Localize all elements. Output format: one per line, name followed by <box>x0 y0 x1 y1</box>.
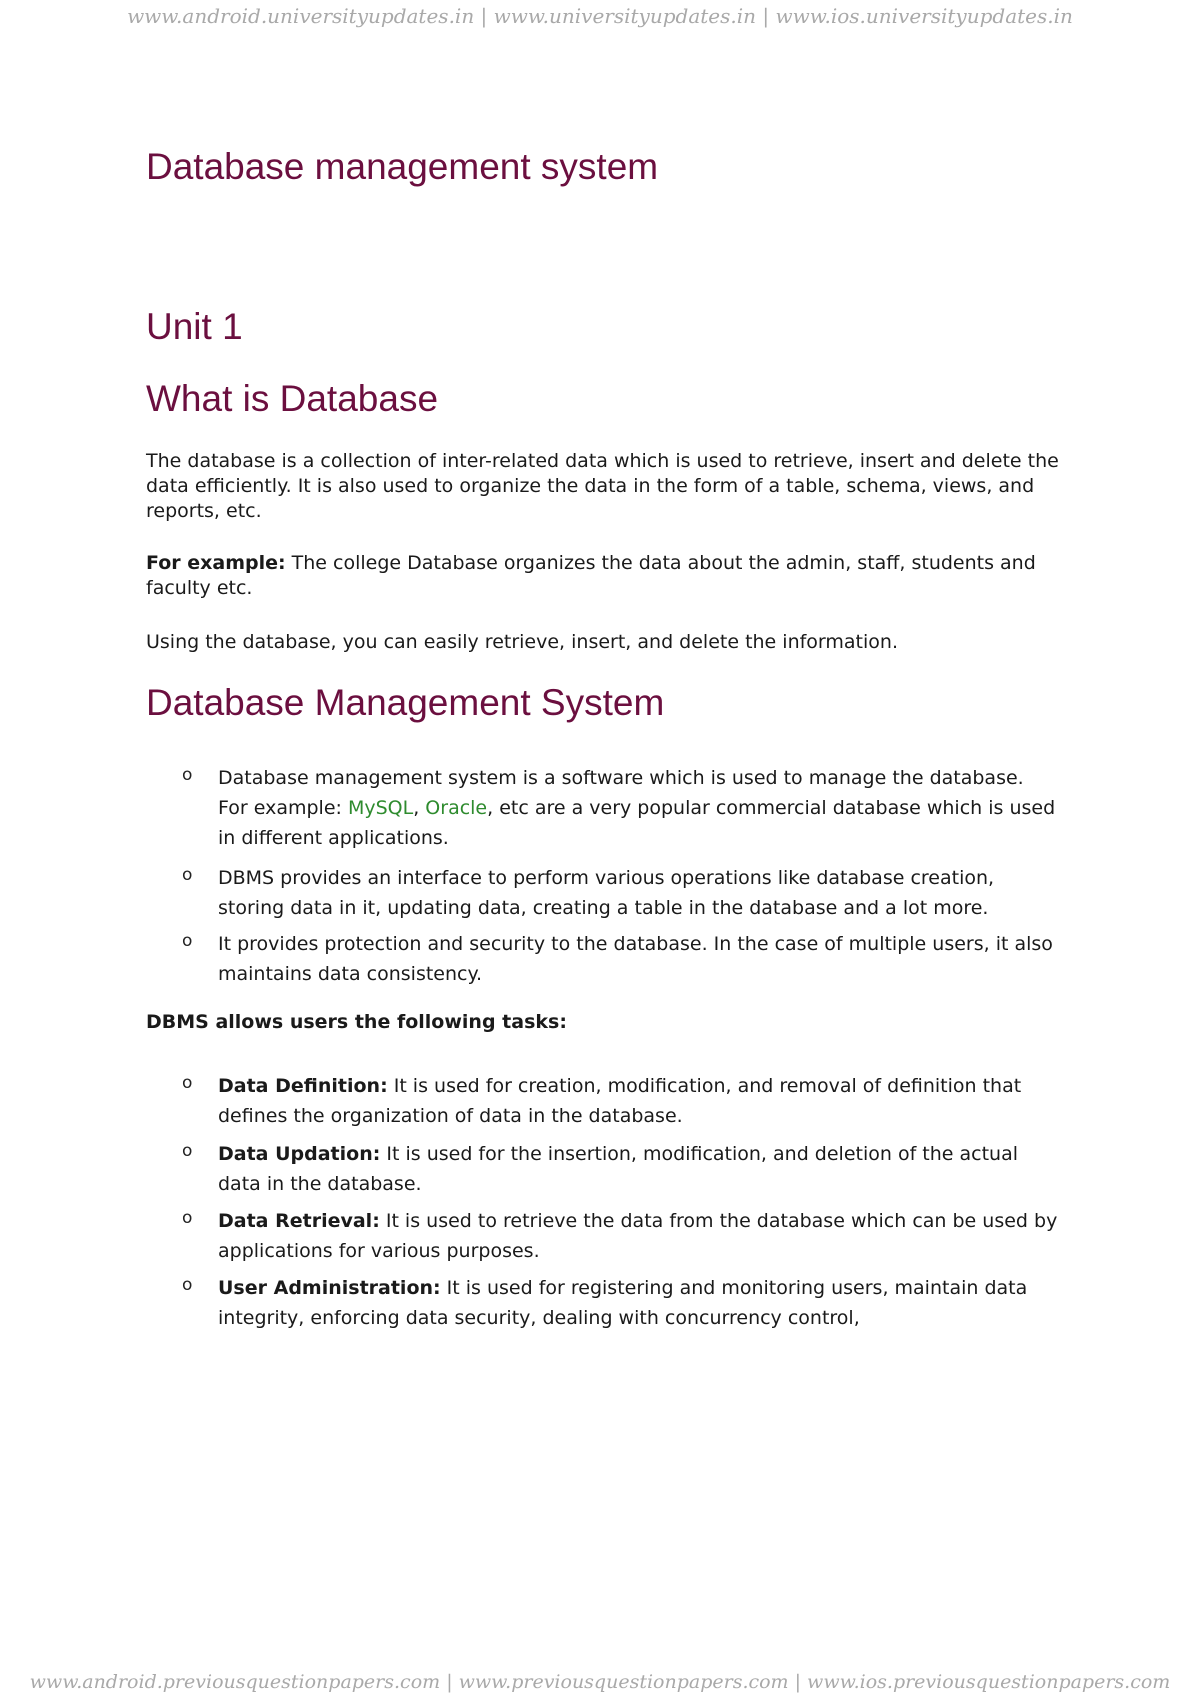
document-title: Database management system <box>146 146 659 187</box>
task-label: Data Updation: <box>218 1143 381 1165</box>
mysql-link[interactable]: MySQL <box>347 797 414 819</box>
example-label: For example: <box>146 552 286 574</box>
list-item-text <box>218 1273 1058 1333</box>
bullet-text-part: , etc are a very popular commercial database which is used in different applications. <box>218 797 1056 849</box>
bullet-marker: o <box>182 1073 193 1093</box>
separator: , <box>413 797 426 819</box>
bullet-marker: o <box>182 1141 193 1161</box>
oracle-link[interactable]: Oracle <box>425 797 488 819</box>
section-heading-dbms: Database Management System <box>146 682 665 723</box>
task-text: It is used to retrieve the data from the database which can be used by applications for various purposes. <box>218 1210 1058 1262</box>
footer-watermark: www.android.previousquestionpapers.com | www.previousquestionpapers.com | www.ios.previousquestionpapers.com <box>29 1671 1171 1693</box>
bullet-marker: o <box>182 931 193 951</box>
task-text: It is used for registering and monitoring users, maintain data integrity, enforcing data security, dealing with concurrency control, <box>218 1277 1028 1329</box>
bullet-marker: o <box>182 1275 193 1295</box>
list-item-text <box>218 1139 1058 1199</box>
list-item-text: It provides protection and security to the database. In the case of multiple users, it also maintains data consistency. <box>218 933 1053 985</box>
tasks-heading: DBMS allows users the following tasks: <box>146 1011 567 1033</box>
task-text: It is used for creation, modification, and removal of definition that defines the organization of data in the database. <box>218 1075 1022 1127</box>
header-watermark: www.android.universityupdates.in | www.universityupdates.in | www.ios.universityupdates.in <box>127 4 1073 28</box>
example-text: The college Database organizes the data about the admin, staff, students and faculty etc. <box>146 552 1036 599</box>
task-label: Data Definition: <box>218 1075 388 1097</box>
list-item-text <box>218 763 1058 853</box>
task-label: Data Retrieval: <box>218 1210 380 1232</box>
list-item-text: DBMS provides an interface to perform various operations like database creation, storing data in it, updating data, creating a table in the database and a lot more. <box>218 867 995 919</box>
list-item-text <box>218 1206 1058 1266</box>
bullet-text-part: Database management system is a software which is used to manage the database. For example: <box>218 767 1024 819</box>
task-label: User Administration: <box>218 1277 441 1299</box>
list-item-text <box>218 1071 1058 1131</box>
example-paragraph <box>146 551 1066 601</box>
bullet-marker: o <box>182 1208 193 1228</box>
section-heading-what-is-database: What is Database <box>146 378 439 419</box>
bullet-marker: o <box>182 765 193 785</box>
unit-heading: Unit 1 <box>146 306 243 347</box>
database-definition-paragraph: The database is a collection of inter-related data which is used to retrieve, insert and delete the data efficiently. It is also used to organize the data in the form of a table, schema, views, and reports, etc. <box>146 450 1059 522</box>
task-text: It is used for the insertion, modification, and deletion of the actual data in the database. <box>218 1143 1019 1195</box>
bullet-marker: o <box>182 865 193 885</box>
usage-paragraph: Using the database, you can easily retrieve, insert, and delete the information. <box>146 631 898 653</box>
